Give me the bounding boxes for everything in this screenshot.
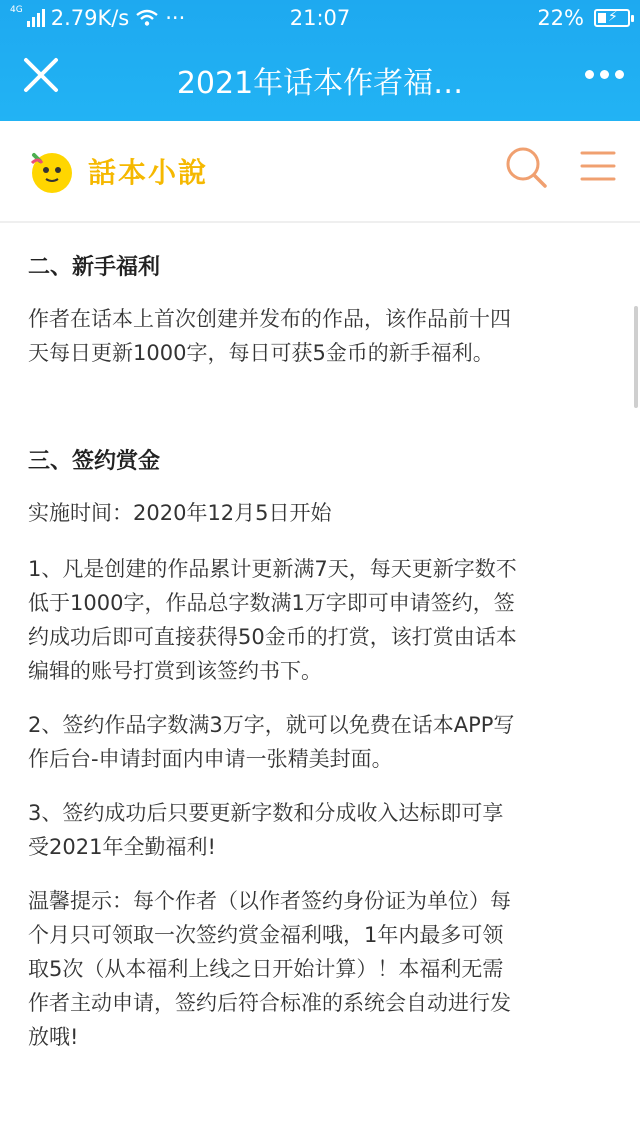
page-title: 2021年话本作者福… — [176, 66, 464, 101]
paragraph-line: 天每日更新1000字，每日可获5金币的新手福利。 — [28, 341, 494, 365]
close-icon[interactable] — [22, 56, 60, 94]
paragraph-line: 低于1000字，作品总字数满1万字即可申请签约，签 — [28, 591, 515, 615]
paragraph-line: 受2021年全勤福利! — [28, 835, 216, 859]
section-sign-title: 三、签约赏金 — [28, 449, 161, 474]
site-header — [0, 121, 640, 223]
scrollbar[interactable] — [634, 306, 638, 408]
paragraph-line: 作后台-申请封面内申请一张精美封面。 — [28, 747, 393, 771]
status-bar — [0, 0, 640, 36]
battery-icon: ⚡ — [594, 9, 630, 27]
mascot-logo-icon[interactable] — [24, 143, 78, 197]
tip-line: 温馨提示：每个作者（以作者签约身份证为单位）每 — [28, 889, 511, 913]
app-top-bar — [0, 0, 640, 121]
status-time: 21:07 — [289, 6, 351, 30]
tip-line: 个月只可领取一次签约赏金福利哦，1年内最多可领 — [28, 923, 504, 947]
tip-line: 放哦! — [28, 1025, 79, 1049]
status-more-icon: ··· — [165, 6, 186, 30]
battery-percent: 22% — [537, 6, 584, 30]
more-options-button[interactable] — [585, 70, 624, 79]
paragraph-line: 编辑的账号打赏到该签约书下。 — [28, 659, 322, 683]
logo-text[interactable]: 話本小說 — [88, 156, 209, 189]
paragraph-line: 1、凡是创建的作品累计更新满7天，每天更新字数不 — [28, 557, 517, 581]
network-type-label: 4G — [10, 5, 23, 15]
implement-time: 实施时间：2020年12月5日开始 — [28, 501, 332, 525]
status-right — [537, 6, 630, 30]
paragraph-line: 作者在话本上首次创建并发布的作品，该作品前十四 — [28, 307, 511, 331]
network-speed: 2.79K/s — [50, 6, 130, 30]
paragraph-line: 2、签约作品字数满3万字，就可以免费在话本APP写 — [28, 713, 515, 737]
tip-line: 作者主动申请，签约后符合标准的系统会自动进行发 — [28, 991, 511, 1015]
menu-icon[interactable] — [580, 150, 616, 182]
navigation-bar — [0, 36, 640, 121]
paragraph-line: 3、签约成功后只要更新字数和分成收入达标即可享 — [28, 801, 504, 825]
paragraph-line: 约成功后即可直接获得50金币的打赏，该打赏由话本 — [28, 625, 517, 649]
section-newbie-title: 二、新手福利 — [28, 255, 161, 280]
search-icon[interactable] — [504, 145, 548, 189]
tip-line: 取5次（从本福利上线之日开始计算）！本福利无需 — [28, 957, 504, 981]
